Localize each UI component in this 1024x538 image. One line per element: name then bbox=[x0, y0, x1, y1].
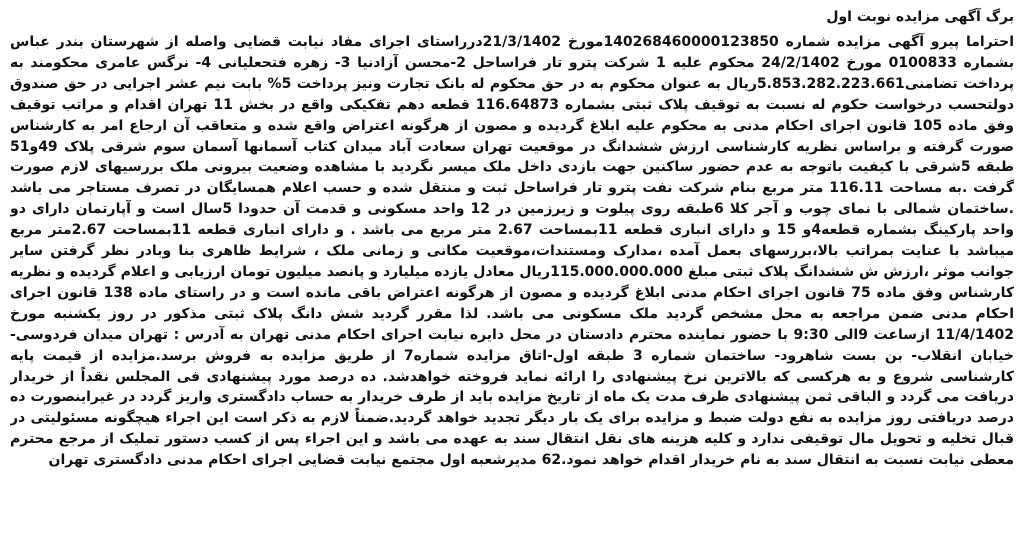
notice-title: برگ آگهی مزایده نوبت اول bbox=[826, 9, 1014, 25]
notice-body-paragraph: احتراما پیرو آگهی مزایده شماره 140268460000123850مورخ 21/3/1402درراستای اجرای مفاد نیابت قضایی واصله از شهرستان بندر عباس بشماره 0100833 مورخ 24/2/1402 محکوم علیه 1 شرکت پترو تار فراساحل 2-محسن آزادنیا 3- زهره فتحعلیانی 4- نرگس عامری محکومند به پرداخت تضامنی5.853.282.223.661ریال به عنوان محکوم به در حق محکوم له بانک تجارت ونیز پرداخت 5% بابت نیم عشر اجرایی در حق صندوق دولتحسب درخواست حکوم له نسبت به توقیف پلاک ثبتی بشماره 116.64873 قطعه دهم تفکیکی واقع در بخش 11 تهران اقدام و مراتب توقیف وفق ماده 105 قانون اجرای احکام مدنی به محکوم علیه ابلاغ گردیده و مصون از هرگونه اعتراض واقع شده و متعاقب آن ارجاع امر به کارشناس صورت گرفته و براساس نظریه کارشناسی ارزش ششدانگ در موقعیت تهران سعادت آباد میدان کتاب آسمانها آسمان سوم شرقی پلاک 49و51 طبقه 5شرقی با کیفیت باتوجه به عدم حضور ساکنین جهت بازدی داخل ملک میسر نگردید با مشاهده وضعیت بیرونی ملک بررسیهای لازم صورت گرفت .به مساحت 116.11 متر مربع بنام شرکت نفت پترو تار فراساحل ثبت و منتقل شده و حسب اعلام همسایگان در تصرف مستاجر می باشد .ساختمان شمالی با نمای چوب و آجر کلا 6طبقه روی پیلوت و زیرزمین در 12 واحد مسکونی و قدمت آن حدودا 5سال است و آپارتمان دارای دو واحد پارکینگ بشماره قطعه4و 15 و دارای انباری قطعه 11بمساحت 2.67 متر مربع می باشد . و دارای انباری قطعه 11بمساحت 2.67متر مربع میباشد با عنایت بمراتب بالا،بررسهای بعمل آمده ،مدارک ومستندات،موقعیت مکانی و زمانی ملک ، شرایط ظاهری بنا وبادر نظر گرفتن سایر جوانب موثر ،ارزش ش ششدانگ پلاک ثبتی مبلغ 115.000.000.000ریال معادل یازده میلیارد و پانصد میلیون تومان ارزیابی و اعلام گردیده و نظریه کارشناس وفق ماده 75 قانون اجرای احکام مدنی ابلاغ گردیده و مصون از هرگونه اعتراض باقی مانده است و در راستای ماده 138 قانون اجرای احکام مدنی ضمن مراجعه به محل مشخص گردید ملک مسکونی می باشد. لذا مقرر گردید شش دانگ پلاک ثبتی مذکور در روز یکشنبه مورخ 11/4/1402 ازساعت 9الی 9:30 با حضور نماینده محترم دادستان در محل دایره نیابت اجرای احکام مدنی تهران به آدرس : تهران میدان فردوسی- خیابان انقلاب- بن بست شاهرود- ساختمان شماره 3 طبقه اول-اتاق مزایده شماره7 از طریق مزایده به فروش برسد.مزایده از قیمت پایه کارشناسی شروع و به هرکسی که بالاترین نرخ پیشنهادی را ارائه نماید فروخته خواهدشد. ده درصد مورد پیشنهادی فی المجلس نقداً از خریدار دریافت می گردد و الباقی ثمن پیشنهادی ظرف مدت یک ماه از تاریخ مزایده باید از طرف خریدار به حساب دادگستری واریز گردد در غیراینصورت ده درصد دریافتی روز مزایده به نفع دولت ضبط و مزایده برای یک بار دیگر تجدید خواهد گردید.ضمناً لازم به ذکر است این اجراء هیچگونه مسئولیتی در قبال تخلیه و تحویل مال توقیفی ندارد و کلیه هزینه های نقل انتقال سند به عهده می باشد و این اجراء پس از کسب دستور تملیک از مرجع محترم معطی نیابت نسبت به انتقال سند به نام خریدار اقدام خواهد نمود.62 مدیرشعبه اول مجتمع نیابت قضایی اجرای احکام مدنی دادگستری تهران bbox=[10, 34, 1014, 469]
auction-notice bbox=[10, 6, 1014, 534]
